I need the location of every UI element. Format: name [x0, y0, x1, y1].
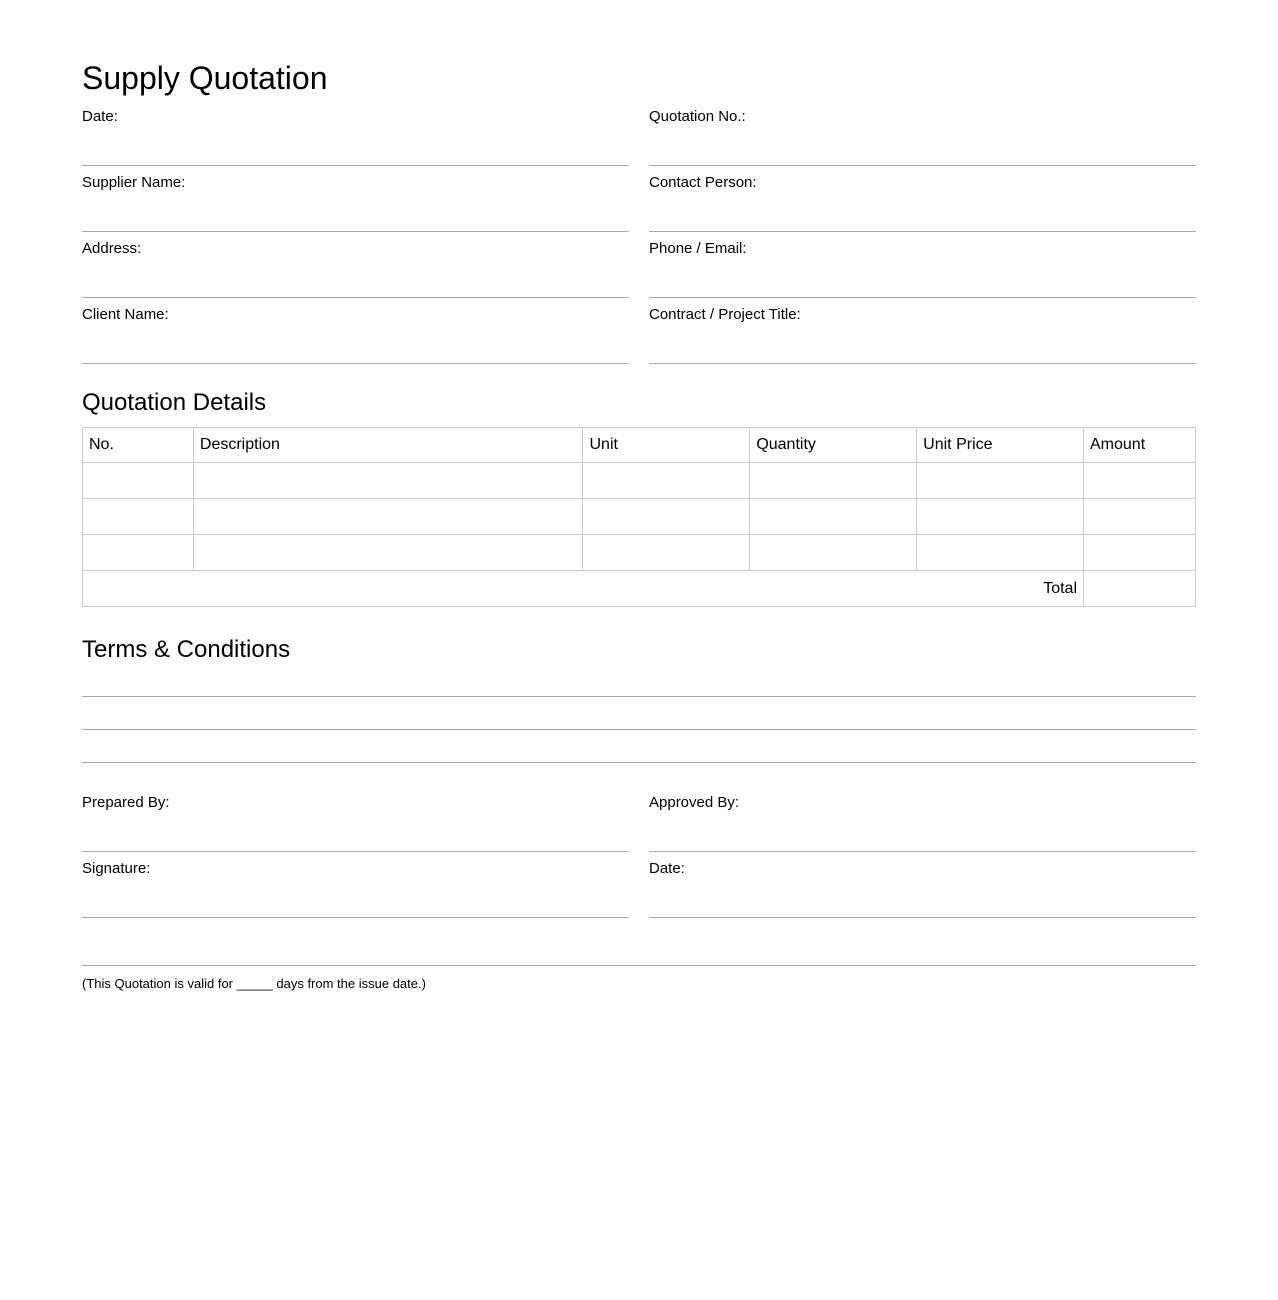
cell-unit[interactable]: [583, 535, 750, 571]
field-label: Date:: [82, 108, 118, 125]
terms-line-2[interactable]: [82, 729, 1196, 730]
client-name-field[interactable]: [82, 298, 629, 364]
field-line: [82, 363, 629, 364]
terms-heading: Terms & Conditions: [82, 636, 291, 663]
footer-divider: [82, 965, 1196, 966]
table-row: [83, 463, 1196, 499]
cell-no[interactable]: [83, 463, 194, 499]
field-label: Supplier Name:: [82, 174, 186, 191]
total-label: Total: [83, 571, 1084, 607]
prepared-by-field[interactable]: [82, 786, 629, 852]
column-header-quantity: Quantity: [750, 428, 917, 463]
header-fields: [82, 100, 1196, 364]
column-header-no: No.: [83, 428, 194, 463]
cell-quantity[interactable]: [750, 535, 917, 571]
cell-unit[interactable]: [583, 499, 750, 535]
field-line: [82, 917, 629, 918]
approval-date-field[interactable]: [649, 852, 1196, 918]
total-amount-cell[interactable]: [1084, 571, 1196, 607]
field-label: Prepared By:: [82, 794, 170, 811]
table-header-row: [83, 428, 1196, 463]
signoff-fields: [82, 786, 1196, 918]
approved-by-field[interactable]: [649, 786, 1196, 852]
column-header-amount: Amount: [1084, 428, 1196, 463]
validity-note: (This Quotation is valid for _____ days from the issue date.): [82, 976, 426, 991]
field-label: Signature:: [82, 860, 151, 877]
cell-no[interactable]: [83, 499, 194, 535]
terms-line-1[interactable]: [82, 696, 1196, 697]
page-title: Supply Quotation: [82, 60, 328, 96]
contact-person-field[interactable]: [649, 166, 1196, 232]
cell-amount[interactable]: [1084, 499, 1196, 535]
cell-unit-price[interactable]: [917, 463, 1084, 499]
table-row: [83, 499, 1196, 535]
cell-unit-price[interactable]: [917, 535, 1084, 571]
supplier-name-field[interactable]: [82, 166, 629, 232]
column-header-description: Description: [193, 428, 583, 463]
cell-no[interactable]: [83, 535, 194, 571]
cell-amount[interactable]: [1084, 463, 1196, 499]
table-row: [83, 535, 1196, 571]
total-row: [83, 571, 1196, 607]
field-line: [649, 363, 1196, 364]
quotation-table: [82, 427, 1196, 607]
quotation-no-field[interactable]: [649, 100, 1196, 166]
field-label: Address:: [82, 240, 142, 257]
address-field[interactable]: [82, 232, 629, 298]
field-label: Contact Person:: [649, 174, 757, 191]
phone-email-field[interactable]: [649, 232, 1196, 298]
terms-line-3[interactable]: [82, 762, 1196, 763]
field-label: Contract / Project Title:: [649, 306, 801, 323]
date-field[interactable]: [82, 100, 629, 166]
column-header-unit: Unit: [583, 428, 750, 463]
cell-quantity[interactable]: [750, 499, 917, 535]
field-label: Date:: [649, 860, 685, 877]
cell-description[interactable]: [193, 535, 583, 571]
cell-unit-price[interactable]: [917, 499, 1084, 535]
field-label: Phone / Email:: [649, 240, 747, 257]
field-label: Quotation No.:: [649, 108, 746, 125]
column-header-unit-price: Unit Price: [917, 428, 1084, 463]
field-line: [649, 917, 1196, 918]
quotation-details-heading: Quotation Details: [82, 389, 267, 416]
cell-description[interactable]: [193, 499, 583, 535]
field-label: Client Name:: [82, 306, 169, 323]
cell-unit[interactable]: [583, 463, 750, 499]
field-label: Approved By:: [649, 794, 740, 811]
cell-description[interactable]: [193, 463, 583, 499]
cell-amount[interactable]: [1084, 535, 1196, 571]
signature-field[interactable]: [82, 852, 629, 918]
project-title-field[interactable]: [649, 298, 1196, 364]
cell-quantity[interactable]: [750, 463, 917, 499]
